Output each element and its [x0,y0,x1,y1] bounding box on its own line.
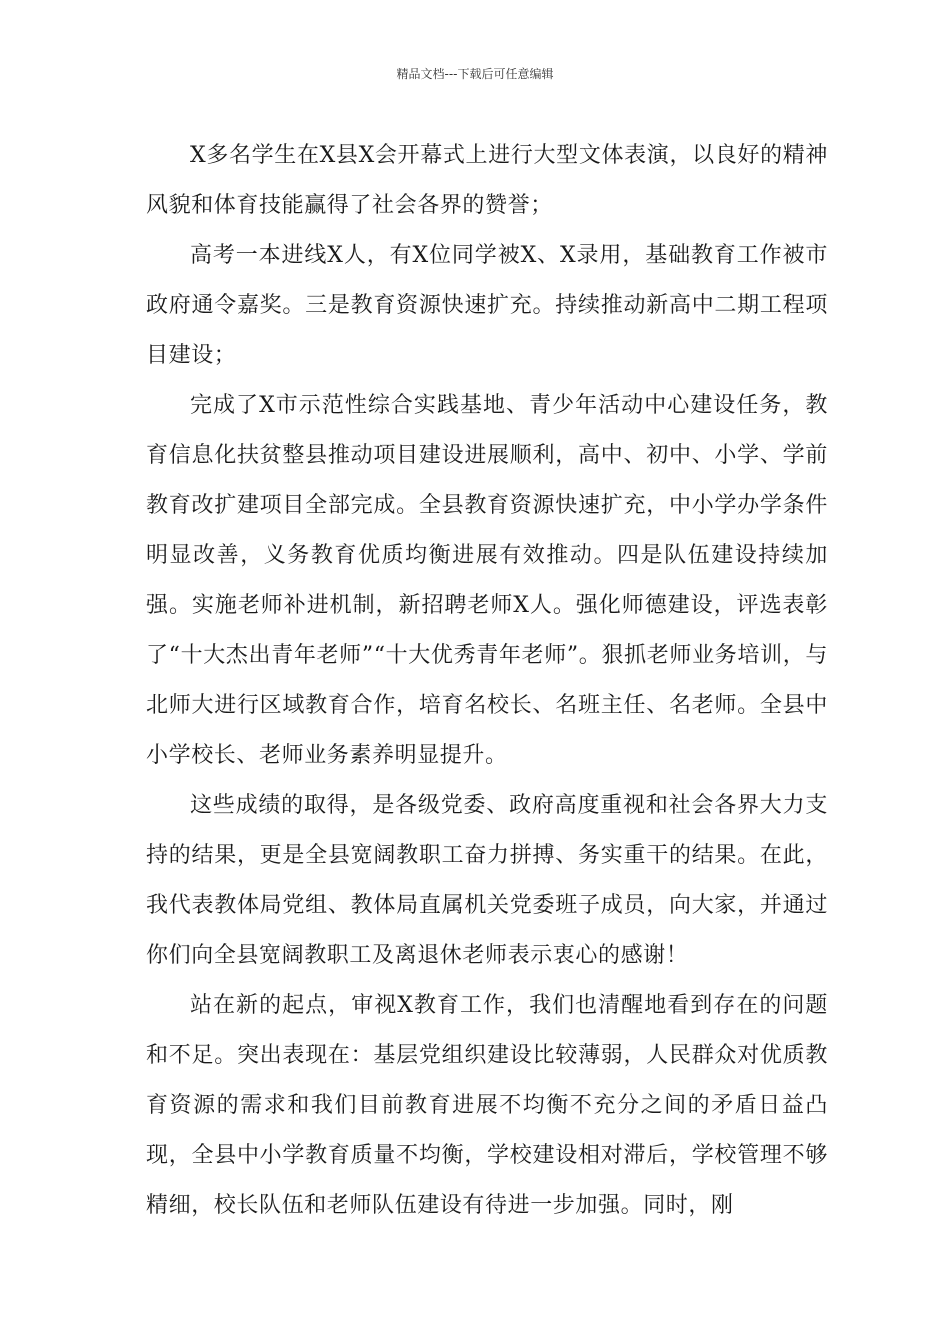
paragraph-1: X多名学生在X县X会开幕式上进行大型文体表演，以良好的精神风貌和体育技能赢得了社会各界的赞誉； [146,143,828,218]
paragraph-2: 高考一本进线X人，有X位同学被X、X录用，基础教育工作被市政府通令嘉奖。三是教育资源快速扩充。持续推动新高中二期工程项目建设； [146,243,828,368]
paragraph-5: 站在新的起点，审视X教育工作，我们也清醒地看到存在的问题和不足。突出表现在：基层党组织建设比较薄弱，人民群众对优质教育资源的需求和我们目前教育进展不均衡不充分之间的矛盾日益凸现，全县中小学教育质量不均衡，学校建设相对滞后，学校管理不够精细，校长队伍和老师队伍建设有待进一步加强。同时，刚 [146,993,828,1218]
paragraph-3: 完成了X市示范性综合实践基地、青少年活动中心建设任务，教育信息化扶贫整县推动项目建设进展顺利，高中、初中、小学、学前教育改扩建项目全部完成。全县教育资源快速扩充，中小学办学条件明显改善，义务教育优质均衡进展有效推动。四是队伍建设持续加强。实施老师补进机制，新招聘老师X人。强化师德建设，评选表彰了“十大杰出青年老师”“十大优秀青年老师”。狠抓老师业务培训，与北师大进行区域教育合作，培育名校长、名班主任、名老师。全县中小学校长、老师业务素养明显提升。 [146,393,828,768]
document-body [146,131,828,1231]
paragraph-4: 这些成绩的取得，是各级党委、政府高度重视和社会各界大力支持的结果，更是全县宽阔教职工奋力拼搏、务实重干的结果。在此，我代表教体局党组、教体局直属机关党委班子成员，向大家，并通过你们向全县宽阔教职工及离退休老师表示衷心的感谢！ [146,793,828,968]
page-header: 精品文档---下载后可任意编辑 [396,67,554,81]
